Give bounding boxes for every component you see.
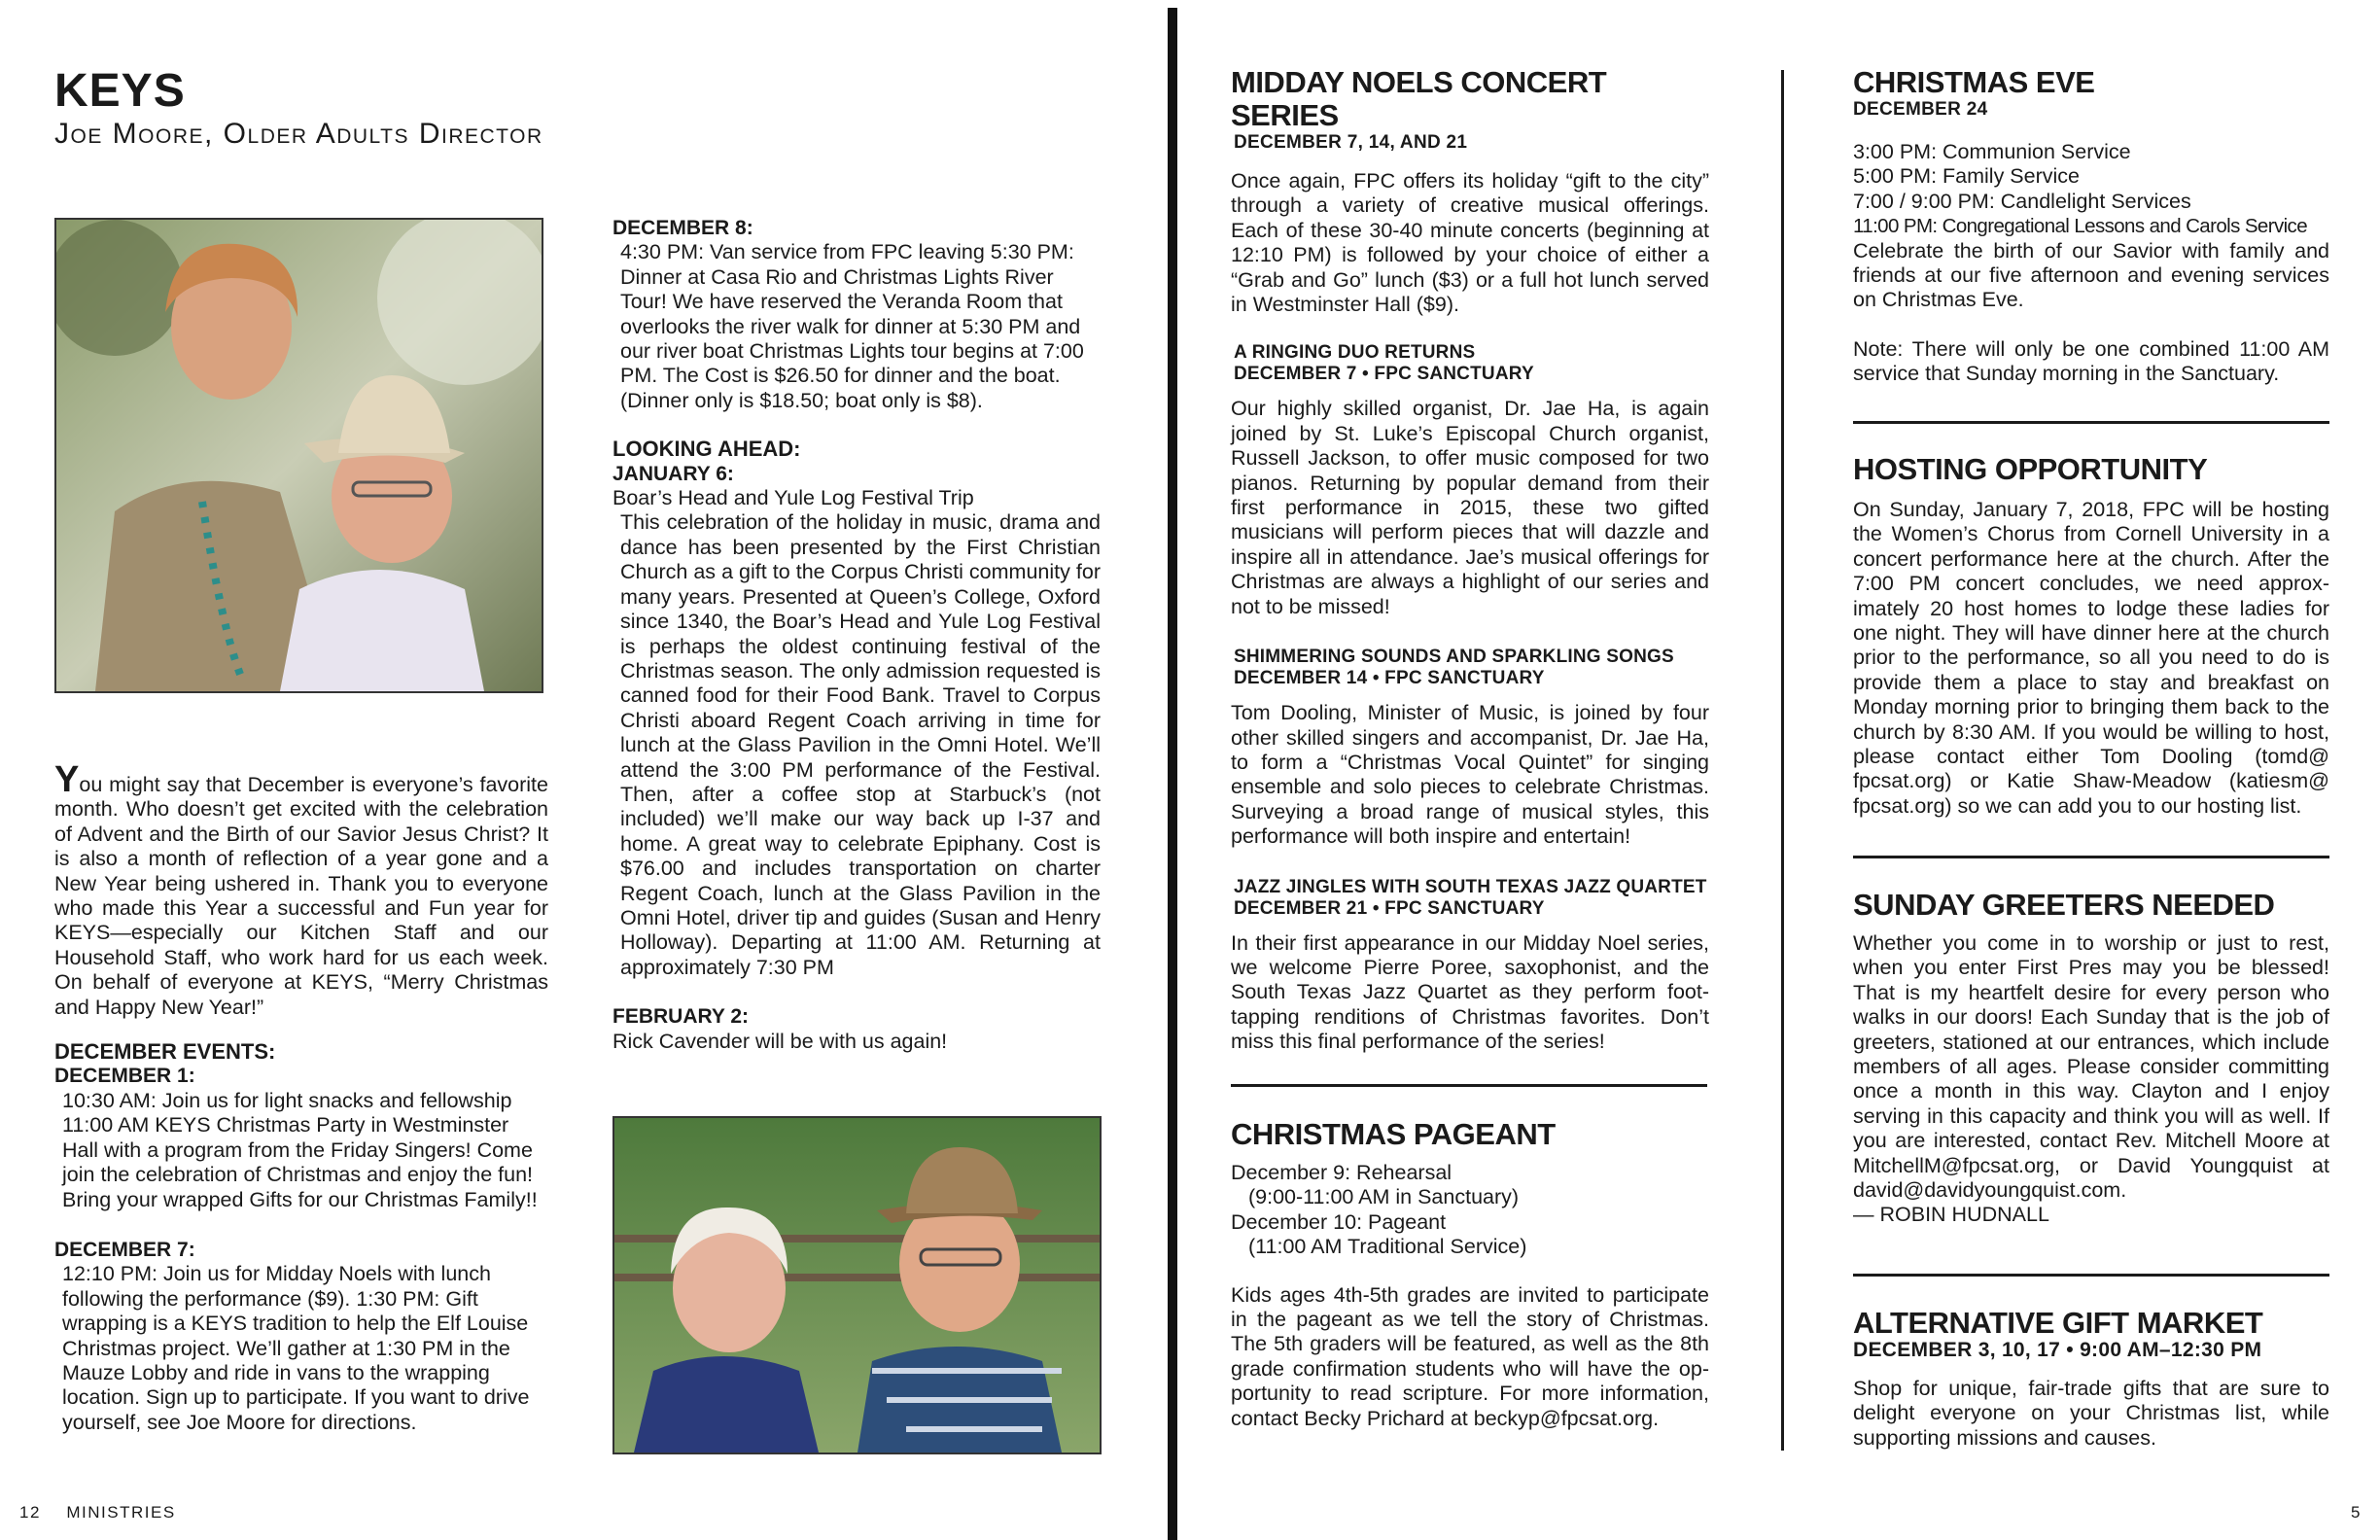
events-heading: DECEMBER EVENTS: [54,1039,276,1065]
left-page-number: 12 [19,1503,41,1522]
eve-line-3: 7:00 / 9:00 PM: Candlelight Services [1853,189,2191,213]
shimmering-text: Tom Dooling, Minister of Music, is joined by four other skilled singers and accompanist, Dr. Jae Ha, to form a “Christmas Vocal Quintet” for singing ensemble and solo pieces to celebrate Christmas. Surveying a broad range of musical styles, this performance will both inspire and entertain! [1231,701,1709,849]
hosting-title: HOSTING OPPORTUNITY [1853,452,2208,486]
photo-image [56,220,542,691]
pageant-line-2: (9:00-11:00 AM in Sanctuary) [1248,1185,1520,1209]
noels-title: MIDDAY NOELS CONCERT SERIES [1231,65,1607,132]
photo-image-2 [614,1118,1100,1452]
page-spine [1168,8,1177,1540]
divider-rule [1231,1084,1707,1087]
noels-text: Once again, FPC offers its holiday “gift to the city” through a variety of creative musical offerings. Each of these 30-40 minute concerts (beginning at 12:10 PM) is followed by your choice of either a “Grab and Go” lunch ($3) or a full hot lunch served in Westminster Hall ($9). [1231,169,1709,317]
keys-events-column [612,216,1101,1054]
keys-header [54,64,599,151]
eve-date: DECEMBER 24 [1853,99,1988,120]
dec7-text: 12:10 PM: Join us for Midday Noels with lunch following the performance ($9). 1:30 PM: Gift wrapping is a KEYS tradition to help the Elf Louise Christmas project. We’ll gather at 1:30 PM in the Mauze Lobby and ride in vans to the wrapping location. Sign up to participate. If you want to drive yourself, see Joe Moore for directions. [62,1262,530,1434]
pageant-line-1: December 9: Rehearsal [1231,1161,1452,1184]
greeters-column [1853,889,2329,1228]
hosting-column [1853,453,2329,819]
divider-rule-4 [1853,1274,2329,1277]
gift-market-column [1853,1307,2329,1451]
photo-couple-cowboy-hat [54,218,543,693]
eve-line-2: 5:00 PM: Family Service [1853,164,2080,189]
greeters-text: Whether you come in to worship or just to rest, when you enter First Pres may you be blessed! That is my heartfelt desire for every person who walks in our doors! Each Sunday that is the job of greeters, stationed at our entrances, which include members of all ages. Please consider committing once a month in this way. Clayton and I enjoy serving in this capacity and think you will as well. If you are interested, contact Rev. Mitchell Moore at MitchellM@fpcsat.org, or David Youngquist at david@davidyoungquist.com. [1853,931,2329,1203]
gift-market-date: DECEMBER 3, 10, 17 • 9:00 AM–12:30 PM [1853,1339,2262,1361]
pageant-text: Kids ages 4th-5th grades are invited to participate in the pageant as we tell the story of Christmas. The 5th graders will be featured, as well as the 8th grade confirmation students who will have the opportunity to read scripture. For more information, contact Becky Prichard at beckyp@fpcsat.org. [1231,1282,1709,1430]
divider-rule-2 [1853,421,2329,424]
divider-rule-3 [1853,856,2329,858]
hosting-text: On Sunday, January 7, 2018, FPC will be hosting the Women’s Chorus from Cornell University in a concert performance here at the church. After the 7:00 PM concert concludes, we need approximately 20 host homes to lodge these ladies for one night. They will have dinner here at the church prior to the performance, so all you need to do is provide them a place to stay and breakfast on Monday morning prior to bringing them back to the church by 8:30 AM. If you would be willing to host, please contact either Tom Dooling (tomd@ fpcsat.org) or Katie Shaw-Meadow (katiesm@ fpcsat.org) so we can add you to our hosting list. [1853,498,2329,818]
greeters-title: SUNDAY GREETERS NEEDED [1853,888,2275,922]
jan6-title: Boar’s Head and Yule Log Festival Trip [612,486,974,510]
duo-title: A RINGING DUO RETURNS [1234,342,1476,364]
gift-market-text: Shop for unique, fair-trade gifts that are sure to delight everyone on your Christmas list, while supporting missions and causes. [1853,1377,2329,1450]
section-name: MINISTRIES [66,1503,176,1522]
photo-couple-outdoors [612,1116,1102,1454]
eve-line-4: 11:00 PM: Congregational Lessons and Carols Service [1853,215,2307,238]
shimmering-title: SHIMMERING SOUNDS AND SPARKLING SONGS [1234,647,1674,668]
eve-note: Note: There will only be one combined 11:00 AM service that Sunday morning in the Sanctuary. [1853,336,2329,386]
pageant-column [1231,1118,1709,1431]
page-title: KEYS [54,65,186,117]
feb2-text: Rick Cavender will be with us again! [612,1029,948,1053]
greeters-signature: — ROBIN HUDNALL [1853,1203,2049,1227]
jan6-label: JANUARY 6: [612,462,734,485]
jazz-date: DECEMBER 21 • FPC SANCTUARY [1234,897,1545,919]
duo-text: Our highly skilled organist, Dr. Jae Ha, is again joined by St. Luke’s Episcopal Church organist, Russell Jackson, to offer music composed for two pianos. Returning by popular demand from their first performance in 2015, these two gifted musicians will perform pieces that will dazzle and inspire all in attendance. Jae’s musical offerings for Christmas are always a highlight of our series and not to be missed! [1231,397,1709,618]
dec8-text: 4:30 PM: Van service from FPC leaving 5:30 PM: Dinner at Casa Rio and Christmas Lights River Tour! We have reserved the Veranda Room that overlooks the river walk for dinner at 5:30 PM and our river boat Christmas Lights tour begins at 7:00 PM. The Cost is $26.50 for dinner and the boat. (Dinner only is $18.50; boat only is $8). [620,240,1084,412]
gift-market-title: ALTERNATIVE GIFT MARKET [1853,1306,2263,1340]
column-divider [1781,70,1784,1451]
dec1-text: 10:30 AM: Join us for light snacks and fellowship 11:00 AM KEYS Christmas Party in Westminster Hall with a program from the Friday Singers! Come join the celebration of Christmas and enjoy the fun! Bring your wrapped Gifts for our Christmas Family!! [62,1088,538,1211]
shimmering-date: DECEMBER 14 • FPC SANCTUARY [1234,668,1545,689]
pageant-line-4: (11:00 AM Traditional Service) [1248,1235,1527,1259]
ahead-label: LOOKING AHEAD: [612,437,801,462]
drop-cap: Y [54,759,80,800]
pageant-title: CHRISTMAS PAGEANT [1231,1117,1556,1151]
keys-intro-column [54,759,548,1435]
eve-title: CHRISTMAS EVE [1853,65,2095,99]
noels-dates: DECEMBER 7, 14, AND 21 [1234,132,1468,153]
dec1-label: DECEMBER 1: [54,1065,195,1088]
eve-text: Celebrate the birth of our Savior with family and friends at our five afternoon and evening services on Christmas Eve. [1853,238,2329,312]
intro-paragraph [54,759,548,1020]
dec7-label: DECEMBER 7: [54,1238,195,1261]
page-subtitle: Joe Moore, Older Adults Director [54,118,543,150]
left-footer [19,1503,176,1522]
eve-line-1: 3:00 PM: Communion Service [1853,140,2131,163]
right-page-number: 5 [2351,1503,2362,1522]
noels-column [1231,66,1709,1055]
duo-date: DECEMBER 7 • FPC SANCTUARY [1234,364,1534,385]
jazz-title: JAZZ JINGLES WITH SOUTH TEXAS JAZZ QUARTET [1234,876,1707,897]
jazz-text: In their first appearance in our Midday Noel series, we welcome Pierre Poree, saxophonist, and the South Texas Jazz Quartet as they perform foot-tapping renditions of Christmas favorites. Don’t miss this final performance of the series! [1231,930,1709,1054]
christmas-eve-column [1853,66,2329,387]
dec8-label: DECEMBER 8: [612,217,753,239]
feb2-label: FEBRUARY 2: [612,1005,750,1029]
jan6-text: This celebration of the holiday in music, drama and dance has been presented by the First Christian Church as a gift to the Corpus Christi community for many years. Presented at Queen’s College, Oxford since 1340, the Boar’s Head and Yule Log Festival is perhaps the oldest continuing festival of the Christmas season. The only admission requested is canned food for their Food Bank. Travel to Corpus Christi aboard Regent Coach arriving in time for lunch at the Glass Pavilion in the Omni Hotel. We’ll attend the 3:00 PM performance of the Festival. Then, after a coffee stop at Starbuck’s (not included) we’ll make our way back up I-37 and home. A great way to celebrate Epiphany. Cost is $76.00 and includes transportation on charter Regent Coach, lunch at the Glass Pavilion in the Omni Hotel, driver tip and guides (Susan and Henry Holloway). Departing at 11:00 AM. Returning at approximately 7:30 PM [620,510,1101,979]
pageant-line-3: December 10: Pageant [1231,1209,1447,1234]
intro-text: ou might say that December is everyone’s favorite month. Who doesn’t get excited with the celebration of Advent and the Birth of our Savior Jesus Christ? It is also a month of reflection of a year gone and a New Year being ushered in. Thank you to everyone who made this Year a successful and Fun year for KEYS—especially our Kitchen Staff and our Household Staff, who work hard for us each week. On behalf of everyone at KEYS, “Merry Christmas and Happy New Year!” [54,773,548,1019]
